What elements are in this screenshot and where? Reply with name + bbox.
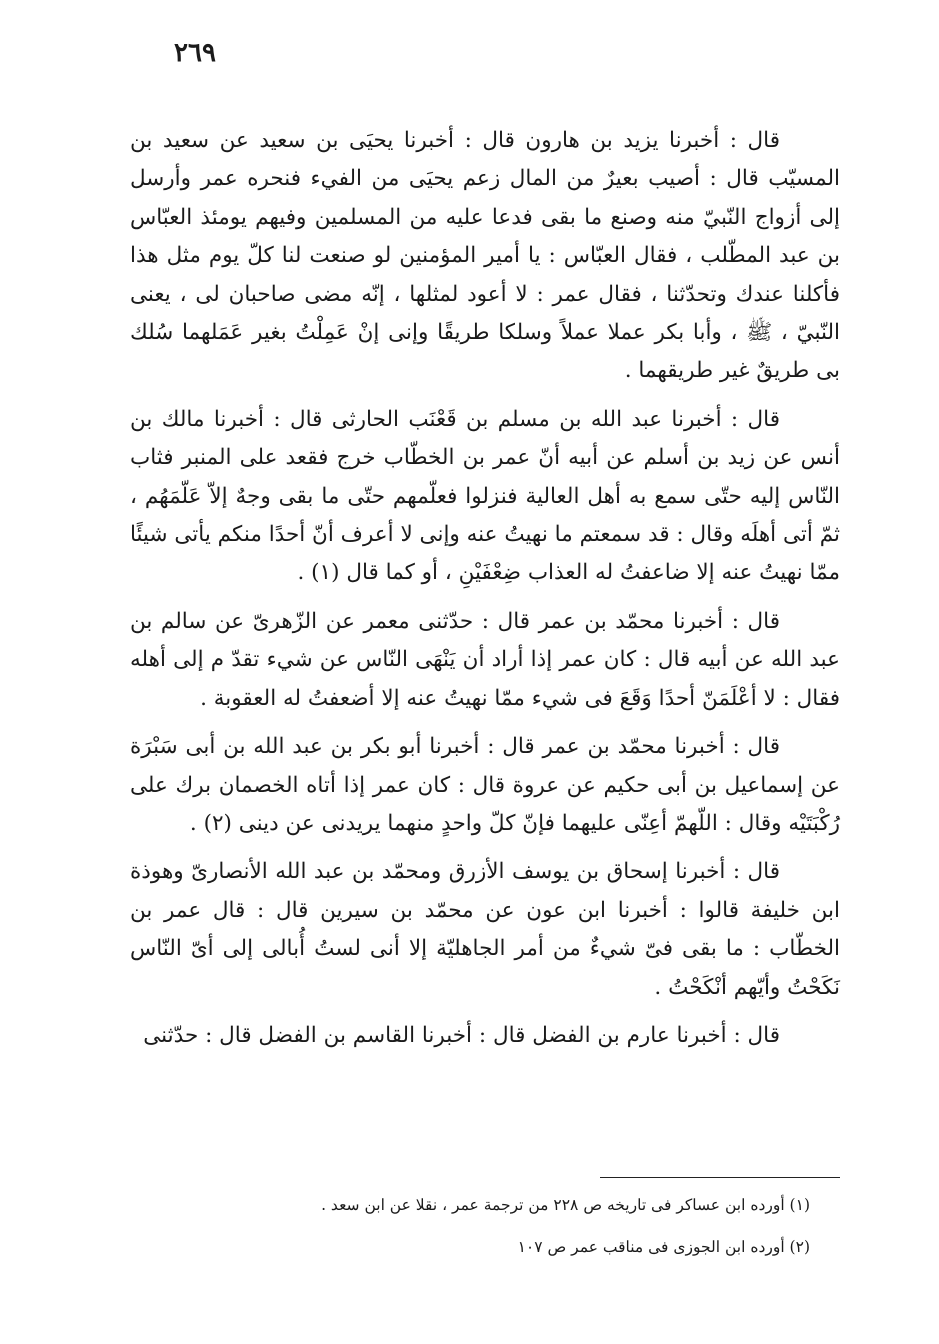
paragraph-1: قال : أخبرنا يزيد بن هارون قال : أخبرنا يحيَى بن سعيد عن سعيد بن المسيّب قال : أصيب بعيرٌ من المال زعم يحيَى من الفيء فنحره عمر وأرسل إلى أزواج النّبيّ منه وصنع ما بقى فدعا عليه من المسلمين وفيهم يومئذ العبّاس بن عبد المطّلب ، فقال العبّاس : يا أمير المؤمنين لو صنعت لنا كلّ يوم مثل هذا فأكلنا عندك وتحدّثنا ، فقال عمر : لا أعود لمثلها ، إنّه مضى صاحبان لى ، يعنى النّبيّ ، ﷺ ، وأبا بكر عملا عملاً وسلكا طريقًا وإنى إنْ عَمِلْتُ بغير عَمَلهما سُلك بى طريقٌ غير طريقهما .	[130, 128, 840, 384]
footnote-2: (٢) أورده ابن الجوزى فى مناقب عمر ص ١٠٧	[517, 1238, 810, 1256]
footnotes	[130, 1190, 840, 1274]
paragraph-4: قال : أخبرنا محمّد بن عمر قال : أخبرنا أبو بكر بن عبد الله بن أبى سَبْرَة عن إسماعيل بن أبى حكيم عن عروة قال : كان عمر إذا أتاه الخصمان برك على رُكْبَتَيْه وقال : اللّهمّ أعِنّى عليهما فإنّ كلّ واحدٍ منهما يريدنى عن دينى (٢) .	[130, 734, 840, 836]
paragraph-3: قال : أخبرنا محمّد بن عمر قال : حدّثنى معمر عن الزّهرىّ عن سالم بن عبد الله عن أبيه قال : كان عمر إذا أراد أن يَنْهَى النّاس عن شيء تقدّ م إلى أهله فقال : لا أعْلَمَنّ أحدًا وَقَعَ فى شيء ممّا نهيتُ عنه إلا أضعفتُ له العقوبة .	[130, 608, 840, 711]
footnote-divider	[600, 1177, 840, 1178]
footnote-1: (١) أورده ابن عساكر فى تاريخه ص ٢٢٨ من ترجمة عمر ، نقلا عن ابن سعد .	[321, 1196, 810, 1214]
paragraph-6: قال : أخبرنا عارم بن الفضل قال : أخبرنا القاسم بن الفضل قال : حدّثنى	[143, 1022, 780, 1048]
page-number: ٢٦٩	[174, 38, 216, 68]
paragraph-5: قال : أخبرنا إسحاق بن يوسف الأزرق ومحمّد بن عبد الله الأنصارىّ وهوذة ابن خليفة قالوا : أخبرنا ابن عون عن محمّد بن سيرين قال : قال عمر بن الخطّاب : ما بقى فىّ شيءٌ من أمر الجاهليّة إلا أنى لستُ أُبالى إلى أىّ النّاس نَكَحْتُ وأيّهم أنْكَحْتُ .	[130, 859, 840, 1000]
paragraph-2: قال : أخبرنا عبد الله بن مسلم بن قَعْنَب الحارثى قال : أخبرنا مالك بن أنس عن زيد بن أسلم عن أبيه أنّ عمر بن الخطّاب خرج فقعد على المنبر فثاب النّاس إليه حتّى سمع به أهل العالية فنزلوا فعلّمهم حتّى ما بقى وجهٌ إلاّ عَلّمَهُم ، ثمّ أتى أهلَه وقال : قد سمعتم ما نهيتُ عنه وإنى لا أعرف أنّ أحدًا منكم يأتى شيئًا ممّا نهيتُ عنه إلا ضاعفتُ له العذاب ضِعْفَيْنِ ، أو كما قال (١) .	[130, 406, 840, 586]
body-text	[130, 122, 840, 1065]
